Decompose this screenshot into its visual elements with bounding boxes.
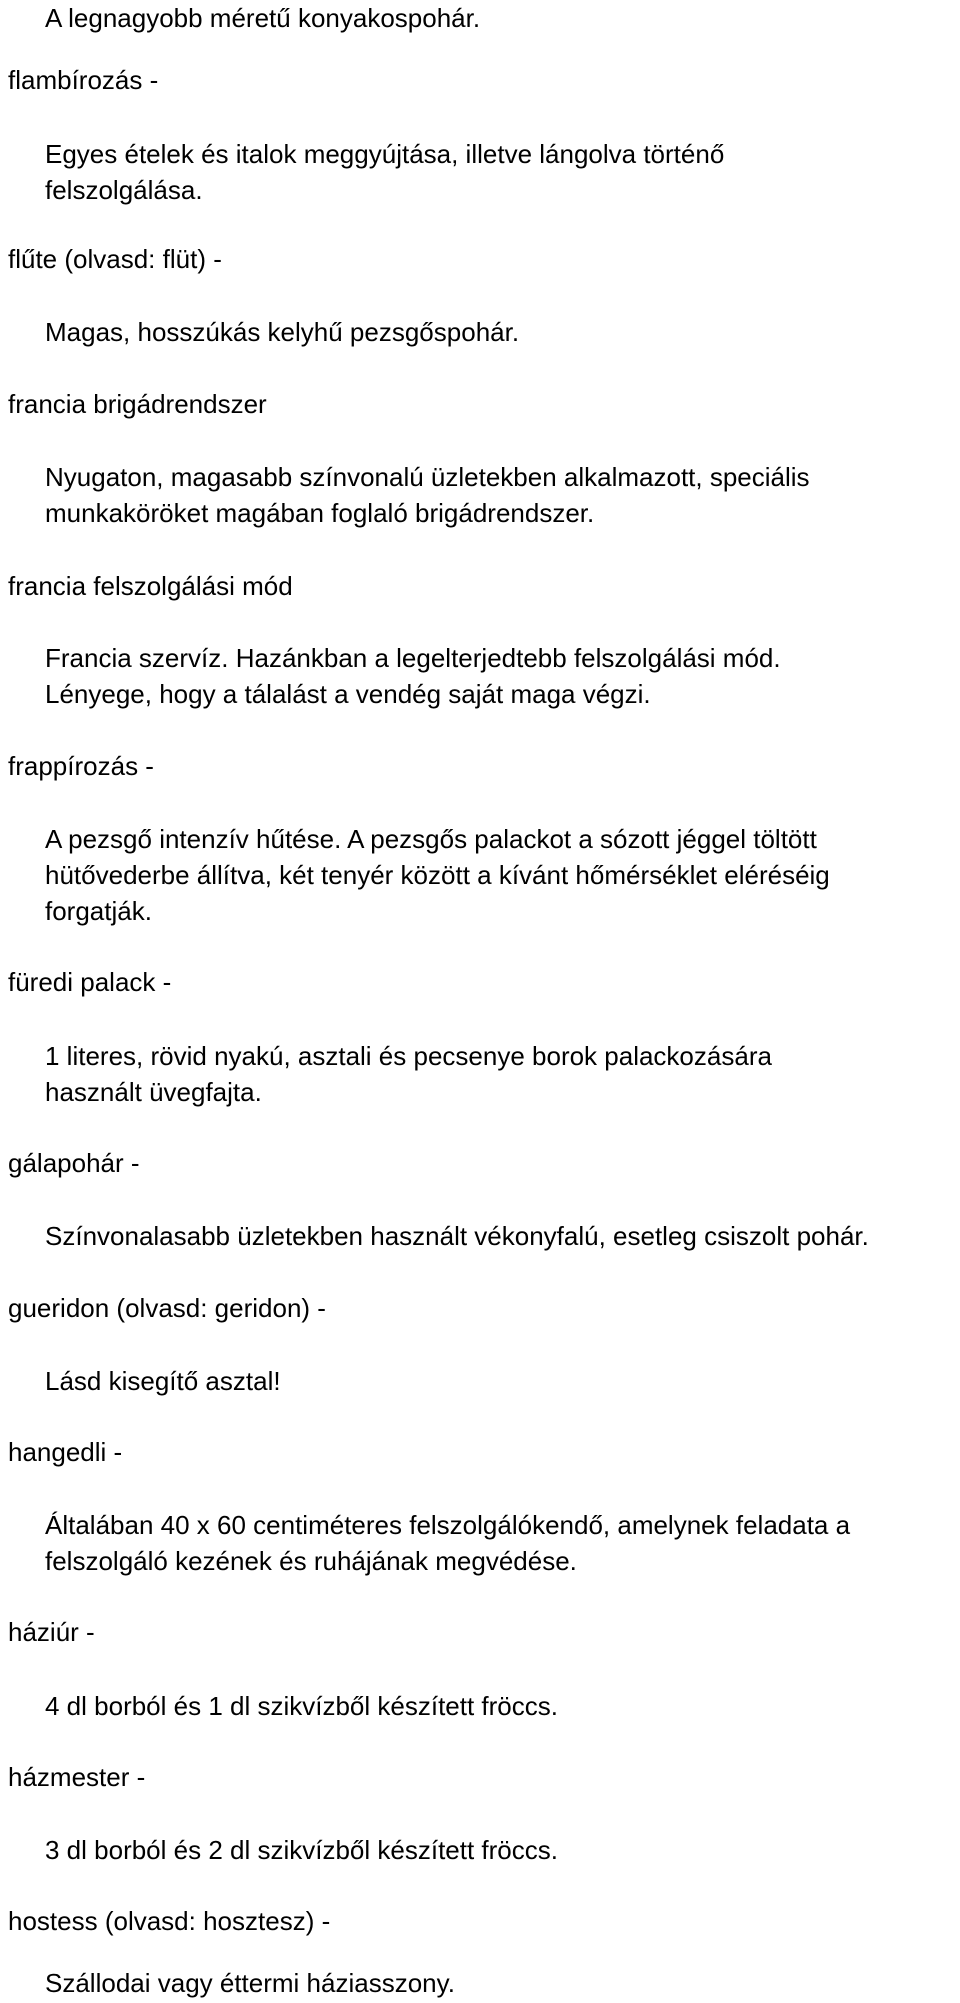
definition-line: A legnagyobb méretű konyakospohár. bbox=[45, 3, 481, 33]
definition-line: 1 literes, rövid nyakú, asztali és pecsenye borok palackozására bbox=[45, 1041, 772, 1071]
definition-line: A pezsgő intenzív hűtése. A pezsgős palackot a sózott jéggel töltött bbox=[45, 824, 817, 854]
term-line: hostess (olvasd: hosztesz) - bbox=[8, 1906, 331, 1936]
definition-line: Szállodai vagy éttermi háziasszony. bbox=[45, 1968, 455, 1998]
term-line: frappírozás - bbox=[8, 751, 154, 781]
definition-line: Általában 40 x 60 centiméteres felszolgálókendő, amelynek feladata a bbox=[45, 1510, 851, 1540]
definition-line: felszolgálása. bbox=[45, 175, 203, 205]
term-line: flambírozás - bbox=[8, 65, 159, 95]
definition-line: munkaköröket magában foglaló brigádrendszer. bbox=[45, 498, 595, 528]
term-line: hangedli - bbox=[8, 1437, 123, 1467]
definition-line: 4 dl borból és 1 dl szikvízből készített fröccs. bbox=[45, 1691, 558, 1721]
term-line: házmester - bbox=[8, 1762, 146, 1792]
definition-line: használt üvegfajta. bbox=[45, 1077, 262, 1107]
term-line: francia brigádrendszer bbox=[8, 389, 267, 419]
term-line: füredi palack - bbox=[8, 967, 172, 997]
term-line: gueridon (olvasd: geridon) - bbox=[8, 1293, 326, 1323]
definition-line: Francia szervíz. Hazánkban a legelterjedtebb felszolgálási mód. bbox=[45, 643, 781, 673]
definition-line: Nyugaton, magasabb színvonalú üzletekben alkalmazott, speciális bbox=[45, 462, 810, 492]
term-line: háziúr - bbox=[8, 1617, 95, 1647]
definition-line: Színvonalasabb üzletekben használt vékonyfalú, esetleg csiszolt pohár. bbox=[45, 1221, 869, 1251]
definition-line: Egyes ételek és italok meggyújtása, illetve lángolva történő bbox=[45, 139, 725, 169]
definition-line: Lényege, hogy a tálalást a vendég saját maga végzi. bbox=[45, 679, 651, 709]
definition-line: Lásd kisegítő asztal! bbox=[45, 1366, 281, 1396]
definition-line: Magas, hosszúkás kelyhű pezsgőspohár. bbox=[45, 317, 520, 347]
definition-line: felszolgáló kezének és ruhájának megvédése. bbox=[45, 1546, 577, 1576]
definition-line: 3 dl borból és 2 dl szikvízből készített fröccs. bbox=[45, 1835, 558, 1865]
term-line: francia felszolgálási mód bbox=[8, 571, 293, 601]
definition-line: hütővederbe állítva, két tenyér között a kívánt hőmérséklet eléréséig bbox=[45, 860, 830, 890]
definition-line: forgatják. bbox=[45, 896, 152, 926]
term-line: flűte (olvasd: flüt) - bbox=[8, 244, 222, 274]
term-line: gálapohár - bbox=[8, 1148, 140, 1178]
